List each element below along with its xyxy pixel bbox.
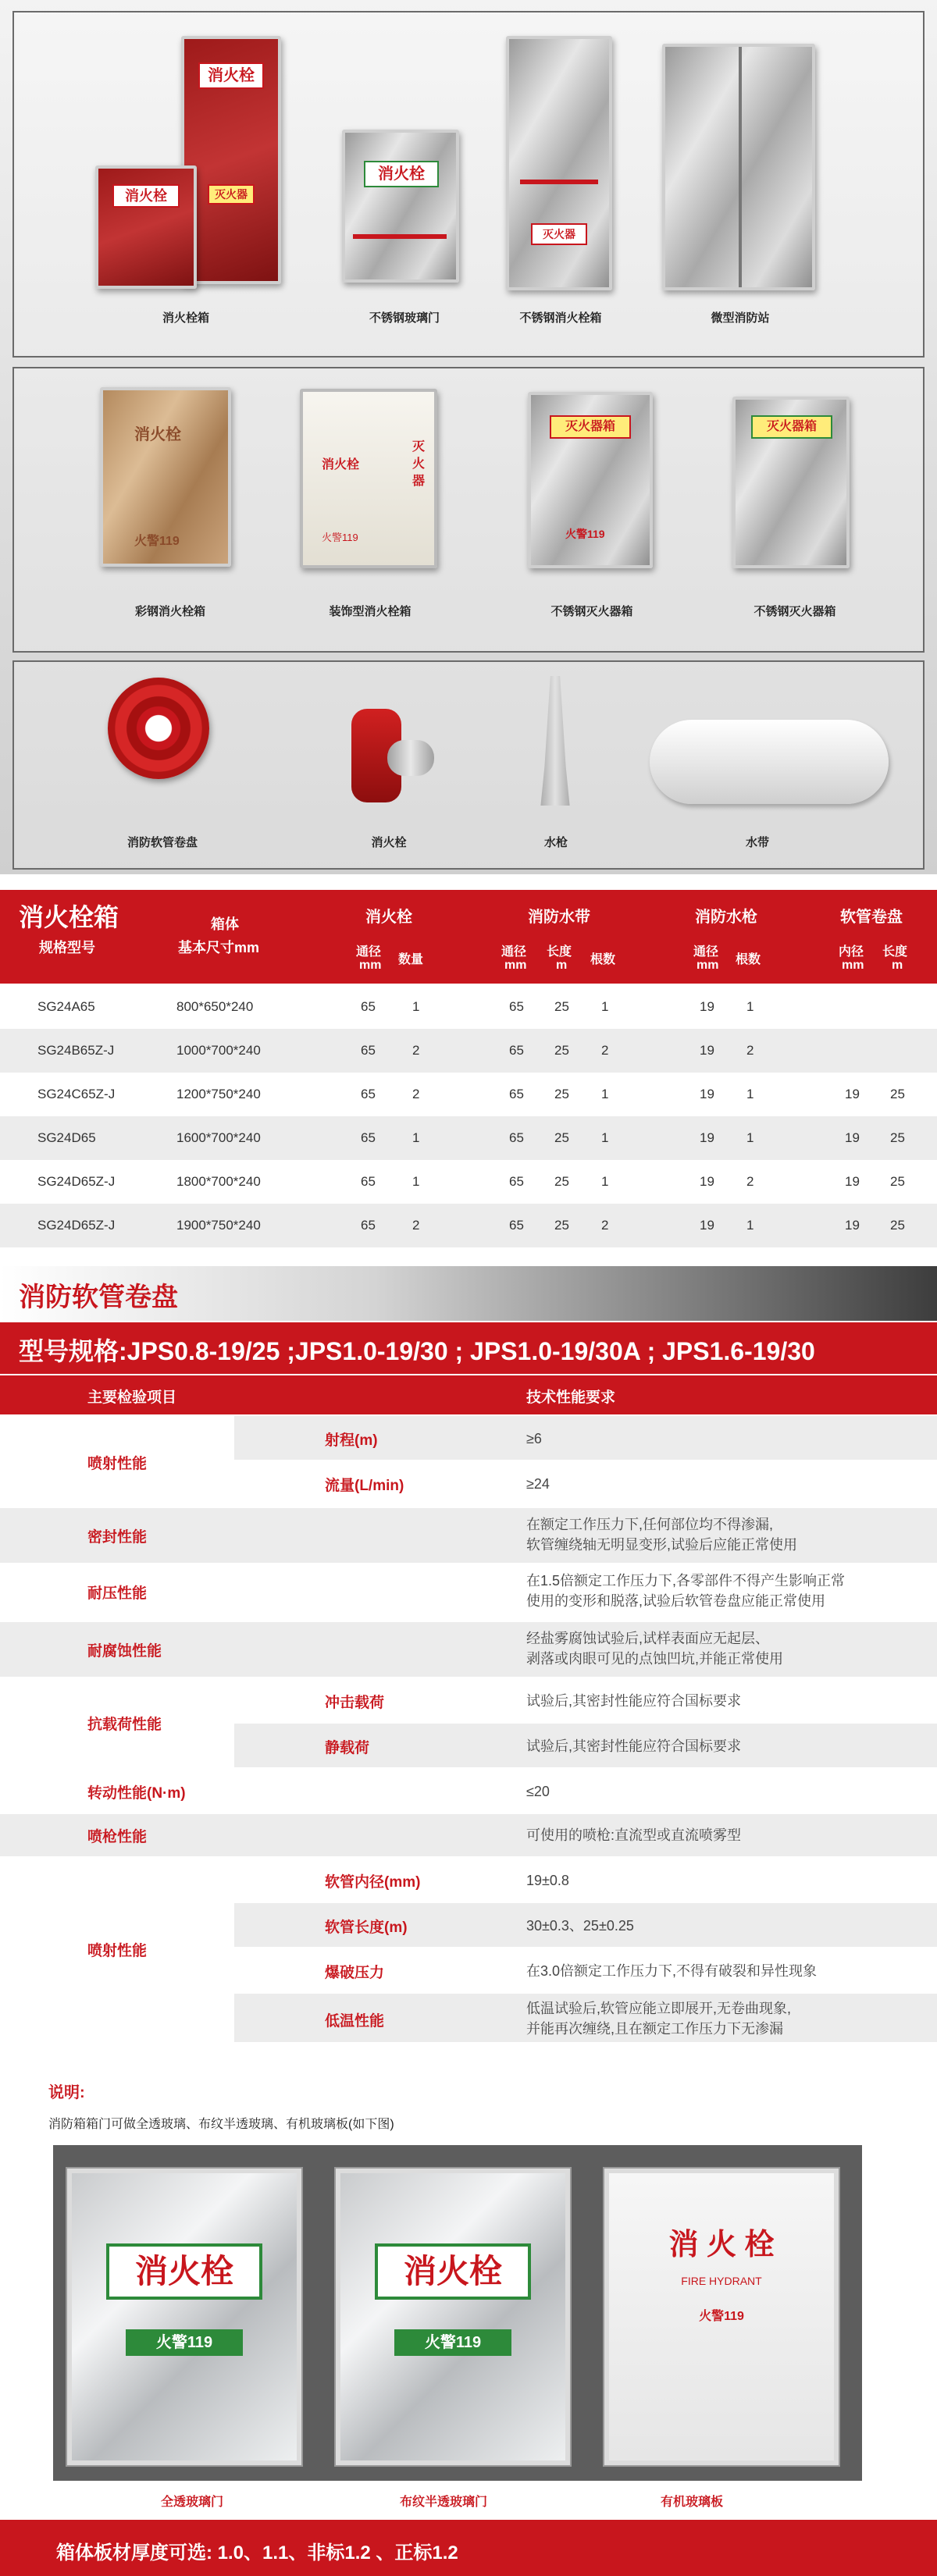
table-row	[0, 1029, 937, 1073]
group-nozzle: 消防水枪	[695, 909, 757, 926]
item-seal: 密封性能	[87, 1529, 148, 1546]
extinguisher-box-sign: 灭火器箱	[751, 415, 832, 439]
cell-hose-diameter: 65	[509, 1174, 524, 1189]
cell-nozzle-count: 1	[746, 1130, 754, 1145]
sub-unit-m: m	[556, 959, 568, 972]
cell-model: SG24D65Z-J	[37, 1174, 116, 1189]
cell-reel-diameter: 19	[845, 1218, 860, 1233]
item-hose-length: 软管长度(m)	[325, 1920, 408, 1936]
stainless-extinguisher-box-2-image	[732, 397, 850, 568]
table-row	[0, 1073, 937, 1116]
alarm-text: 火警119	[134, 535, 180, 548]
req-range: ≥6	[526, 1431, 542, 1446]
cell-hose-count: 1	[601, 999, 609, 1014]
alarm-text: 火警119	[322, 532, 358, 543]
cell-reel-length: 25	[890, 1130, 905, 1145]
clear-glass-door-image	[67, 2169, 301, 2465]
sub-unit-mm: mm	[504, 959, 527, 972]
cell-hose-diameter: 65	[509, 1218, 524, 1233]
photo-caption: 全透玻璃门	[160, 2496, 223, 2509]
product-caption: 微型消防站	[711, 311, 770, 325]
hydrant-text: 消火栓	[134, 426, 181, 443]
item-low-temp: 低温性能	[325, 2013, 385, 2030]
col-item-header: 主要检验项目	[87, 1389, 177, 1406]
group-reel: 软管卷盘	[840, 909, 903, 926]
notes-title: 说明:	[48, 2084, 85, 2101]
cell-reel-length: 25	[890, 1218, 905, 1233]
req-pressure-2: 使用的变形和脱落,试验后软管卷盘应能正常使用	[526, 1593, 825, 1609]
hydrant-sign: 消火栓	[198, 62, 264, 89]
cell-nozzle-count: 1	[746, 1218, 754, 1233]
product-caption: 装饰型消火栓箱	[329, 605, 411, 618]
fire-hydrant-en: FIRE HYDRANT	[681, 2275, 762, 2287]
item-static: 静载荷	[325, 1740, 370, 1756]
cell-nozzle-diameter: 19	[700, 1218, 714, 1233]
alarm-sign: 火警119	[394, 2329, 511, 2356]
cell-reel-diameter: 19	[845, 1087, 860, 1101]
cell-hose-diameter: 65	[509, 999, 524, 1014]
cell-hose-count: 1	[601, 1087, 609, 1101]
micro-fire-station-image	[662, 44, 815, 290]
table-row	[0, 1116, 937, 1160]
group-hydrant: 消火栓	[365, 909, 412, 926]
sub-diameter: 通径	[356, 945, 382, 959]
cell-nozzle-diameter: 19	[700, 1087, 714, 1101]
cell-size: 1200*750*240	[176, 1087, 261, 1101]
product-caption: 水枪	[543, 836, 568, 849]
stainless-glass-door-image	[342, 130, 459, 283]
table-row	[0, 1204, 937, 1247]
extinguisher-box-sign: 灭火器箱	[550, 415, 631, 439]
cell-hose-diameter: 65	[509, 1130, 524, 1145]
cell-hydrant-qty: 2	[412, 1087, 420, 1101]
product-caption: 彩钢消火栓箱	[134, 605, 205, 618]
door-photos	[53, 2145, 862, 2481]
cell-hydrant-qty: 1	[412, 1130, 420, 1145]
req-low-temp-1: 低温试验后,软管应能立即展开,无卷曲现象,	[526, 2001, 792, 2016]
nozzle-image	[531, 676, 579, 806]
hydrant-sign: 消 火 栓	[668, 2229, 775, 2261]
frosted-glass-door-image	[336, 2169, 570, 2465]
cell-nozzle-count: 2	[746, 1174, 754, 1189]
cell-hose-length: 25	[554, 1174, 569, 1189]
size-column-header: 基本尺寸mm	[178, 940, 260, 955]
hydrant-sign: 消火栓	[112, 184, 180, 208]
cell-nozzle-count: 2	[746, 1043, 754, 1058]
cell-model: SG24D65Z-J	[37, 1218, 116, 1233]
item-range: 射程(m)	[325, 1432, 378, 1449]
req-hose-length: 30±0.3、25±0.25	[526, 1918, 634, 1934]
cell-hose-length: 25	[554, 1087, 569, 1101]
req-corrosion-1: 经盐雾腐蚀试验后,试样表面应无起层、	[526, 1631, 769, 1646]
sub-roots: 根数	[590, 953, 616, 966]
cell-size: 1000*700*240	[176, 1043, 261, 1058]
cell-reel-diameter: 19	[845, 1130, 860, 1145]
sub-unit-mm: mm	[697, 959, 719, 972]
sub-roots: 根数	[736, 953, 761, 966]
group-hose: 消防水带	[528, 909, 590, 926]
req-inner-diameter: 19±0.8	[526, 1873, 569, 1888]
cell-hydrant-diameter: 65	[361, 999, 376, 1014]
cell-model: SG24B65Z-J	[37, 1043, 115, 1058]
product-gallery	[0, 0, 937, 874]
cell-nozzle-diameter: 19	[700, 1043, 714, 1058]
photo-caption: 有机玻璃板	[660, 2496, 723, 2509]
product-caption: 消防软管卷盘	[126, 836, 198, 849]
cell-size: 1900*750*240	[176, 1218, 261, 1233]
hydrant-sign: 消火栓	[375, 2243, 531, 2300]
cell-nozzle-diameter: 19	[700, 1174, 714, 1189]
item-pressure: 耐压性能	[87, 1585, 148, 1602]
cell-hydrant-diameter: 65	[361, 1087, 376, 1101]
model-spec-text: 型号规格:JPS0.8-19/25 ;JPS1.0-19/30 ; JPS1.0-19/30A ; JPS1.6-19/30	[19, 1337, 815, 1365]
fire-hose-image	[650, 720, 889, 804]
cell-hose-count: 1	[601, 1174, 609, 1189]
model-column-header: 规格型号	[39, 940, 95, 955]
req-seal-1: 在额定工作压力下,任何部位均不得渗漏,	[526, 1517, 774, 1532]
hose-reel-image	[108, 678, 209, 779]
stainless-hydrant-cabinet-image	[506, 36, 612, 290]
spec-title: 消火栓箱	[19, 903, 119, 931]
req-static: 试验后,其密封性能应符合国标要求	[526, 1738, 741, 1754]
col-req-header: 技术性能要求	[526, 1389, 616, 1406]
cell-hose-length: 25	[554, 999, 569, 1014]
hose-reel-banner	[0, 1266, 937, 1321]
cell-reel-diameter: 19	[845, 1174, 860, 1189]
table-row	[0, 985, 937, 1029]
req-rotation: ≤20	[526, 1784, 550, 1799]
sub-length: 长度	[547, 945, 572, 959]
cell-nozzle-count: 1	[746, 1087, 754, 1101]
door-stripe	[520, 180, 598, 184]
cell-hydrant-diameter: 65	[361, 1043, 376, 1058]
cell-hose-count: 2	[601, 1218, 609, 1233]
product-panel-3	[12, 660, 925, 870]
cell-model: SG24C65Z-J	[37, 1087, 116, 1101]
item-corrosion: 耐腐蚀性能	[87, 1643, 162, 1660]
decorative-cabinet-image	[300, 389, 437, 568]
cell-hydrant-qty: 2	[412, 1043, 420, 1058]
cell-hydrant-qty: 2	[412, 1218, 420, 1233]
product-caption: 不锈钢玻璃门	[369, 311, 440, 325]
cell-nozzle-diameter: 19	[700, 1130, 714, 1145]
cell-hose-diameter: 65	[509, 1087, 524, 1101]
color-steel-cabinet-image	[100, 387, 231, 567]
cell-hose-length: 25	[554, 1130, 569, 1145]
product-caption: 不锈钢消火栓箱	[519, 311, 602, 325]
table-row	[0, 1160, 937, 1204]
cabinet-spec-header	[0, 890, 937, 984]
req-burst: 在3.0倍额定工作压力下,不得有破裂和异性现象	[526, 1963, 818, 1979]
door-divider	[739, 47, 742, 287]
footer-thickness-bar	[0, 2520, 937, 2576]
item-impact: 冲击载荷	[325, 1695, 385, 1711]
reel-spec-header	[0, 1375, 937, 1414]
cell-nozzle-diameter: 19	[700, 999, 714, 1014]
photo-caption: 布纹半透玻璃门	[399, 2496, 487, 2509]
product-caption: 不锈钢灭火器箱	[550, 605, 633, 618]
cell-hose-length: 25	[554, 1043, 569, 1058]
cell-size: 1800*700*240	[176, 1174, 261, 1189]
hydrant-valve-outlet	[387, 740, 434, 776]
model-spec-bar	[0, 1322, 937, 1374]
req-pressure-1: 在1.5倍额定工作压力下,各零部件不得产生影响正常	[526, 1573, 846, 1589]
notes-text: 消防箱箱门可做全透玻璃、布纹半透玻璃、有机玻璃板(如下图)	[48, 2118, 394, 2131]
sub-unit-mm: mm	[842, 959, 864, 972]
cell-hydrant-qty: 1	[412, 999, 420, 1014]
req-low-temp-2: 并能再次缠绕,且在额定工作压力下无渗漏	[526, 2021, 783, 2037]
cell-hydrant-diameter: 65	[361, 1130, 376, 1145]
req-gun: 可使用的喷枪:直流型或直流喷雾型	[526, 1827, 741, 1843]
sub-diameter: 通径	[693, 945, 719, 959]
cell-reel-length: 25	[890, 1174, 905, 1189]
req-impact: 试验后,其密封性能应符合国标要求	[526, 1693, 741, 1709]
item-gun: 喷枪性能	[87, 1829, 148, 1845]
cell-nozzle-count: 1	[746, 999, 754, 1014]
item-flow: 流量(L/min)	[325, 1478, 404, 1494]
item-spray: 喷射性能	[87, 1456, 148, 1472]
item-load: 抗载荷性能	[87, 1717, 162, 1733]
hydrant-text: 消火栓	[322, 458, 360, 471]
req-flow: ≥24	[526, 1476, 550, 1492]
stainless-extinguisher-box-image	[528, 392, 653, 568]
sub-length: 长度	[882, 945, 908, 959]
item-inner-diameter: 软管内径(mm)	[325, 1874, 421, 1891]
product-caption: 水带	[745, 836, 769, 849]
item-burst: 爆破压力	[325, 1965, 385, 1981]
sub-unit-mm: mm	[359, 959, 382, 972]
cell-reel-length: 25	[890, 1087, 905, 1101]
sub-inner: 内径	[839, 945, 864, 959]
cell-size: 1600*700*240	[176, 1130, 261, 1145]
alarm-text: 火警119	[565, 528, 605, 540]
cell-model: SG24A65	[37, 999, 95, 1014]
extinguisher-sign: 灭火器	[531, 223, 587, 245]
extinguisher-text: 灭火器	[412, 440, 426, 488]
product-panel-1	[12, 11, 925, 358]
req-seal-2: 软管缠绕轴无明显变形,试验后应能正常使用	[526, 1537, 797, 1553]
hose-reel-title: 消防软管卷盘	[19, 1283, 178, 1312]
product-panel-2	[12, 367, 925, 653]
cell-hydrant-qty: 1	[412, 1174, 420, 1189]
product-caption: 消火栓箱	[162, 311, 209, 325]
hydrant-sign: 消火栓	[106, 2243, 262, 2300]
cell-hydrant-diameter: 65	[361, 1218, 376, 1233]
req-corrosion-2: 剥落或肉眼可见的点蚀凹坑,并能正常使用	[526, 1651, 783, 1667]
product-caption: 不锈钢灭火器箱	[754, 605, 836, 618]
item-rotation: 转动性能(N·m)	[87, 1785, 186, 1802]
footer-text: 箱体板材厚度可选: 1.0、1.1、非标1.2 、正标1.2	[56, 2542, 458, 2564]
cell-hose-length: 25	[554, 1218, 569, 1233]
door-stripe	[353, 234, 447, 239]
cell-size: 800*650*240	[176, 999, 254, 1014]
sub-unit-m: m	[892, 959, 903, 972]
cell-model: SG24D65	[37, 1130, 96, 1145]
cell-hydrant-diameter: 65	[361, 1174, 376, 1189]
alarm-text: 火警119	[699, 2310, 744, 2323]
hydrant-cabinet-small-image	[95, 165, 197, 289]
box-column-header: 箱体	[211, 916, 239, 932]
sub-diameter: 通径	[501, 945, 527, 959]
cell-hose-count: 2	[601, 1043, 609, 1058]
product-caption: 消火栓	[371, 836, 407, 849]
alarm-sign: 火警119	[126, 2329, 243, 2356]
acrylic-door-image	[604, 2169, 839, 2465]
cell-hose-diameter: 65	[509, 1043, 524, 1058]
cell-hose-count: 1	[601, 1130, 609, 1145]
extinguisher-sign: 灭火器	[208, 184, 255, 205]
sub-qty: 数量	[398, 953, 424, 966]
item-spray-2: 喷射性能	[87, 1943, 148, 1959]
hydrant-sign: 消火栓	[364, 161, 439, 187]
